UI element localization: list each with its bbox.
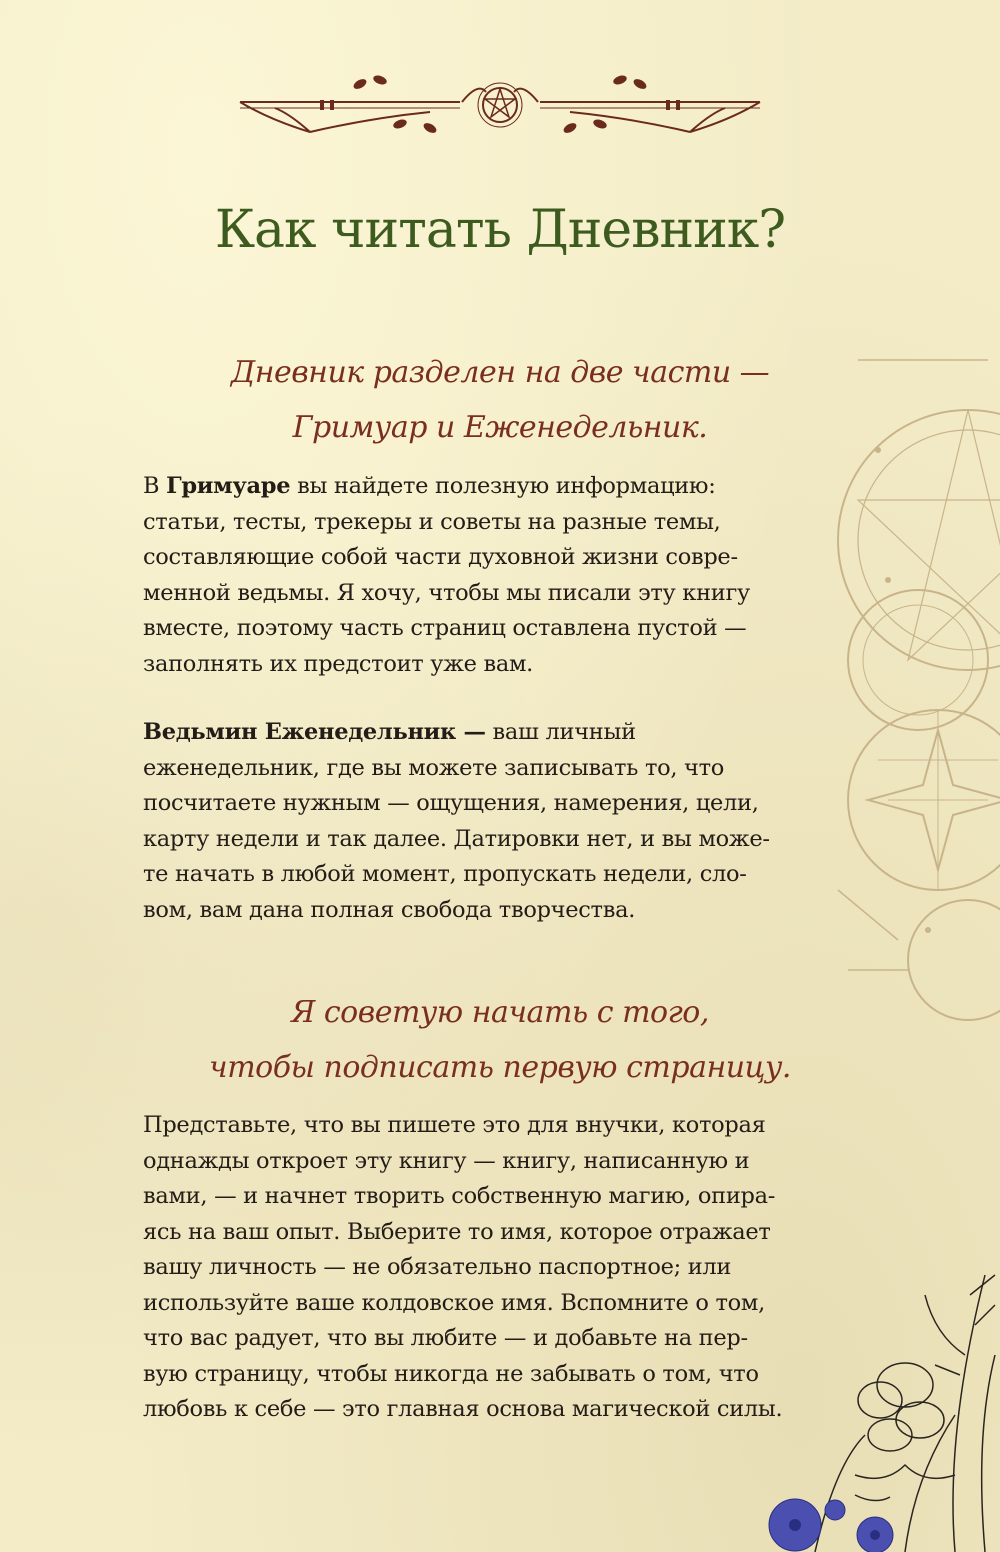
- weekly-term: Ведьмин Еженедельник —: [143, 719, 486, 745]
- weekly-paragraph-line: те начать в любой момент, пропускать недели, сло-: [143, 861, 747, 887]
- pentagram-ornament-icon: [230, 62, 770, 152]
- weekly-line-1-rest: ваш личный: [485, 719, 636, 745]
- page-title: Как читать Дневник?: [214, 200, 786, 260]
- weekly-paragraph-line-1: [143, 715, 823, 751]
- grimoire-term: Гримуаре: [166, 473, 291, 499]
- signing-paragraph-line: вами, — и начнет творить собственную магию, опира-: [143, 1183, 776, 1209]
- advice-script-quote: [150, 985, 850, 1095]
- grimoire-prefix: В: [143, 473, 167, 499]
- grimoire-paragraph: [143, 469, 823, 682]
- signing-paragraph: [143, 1108, 823, 1428]
- grimoire-line-1-rest: вы найдете полезную информацию:: [290, 473, 716, 499]
- signing-paragraph-line: ясь на ваш опыт. Выберите то имя, которое отражает: [143, 1218, 771, 1245]
- signing-paragraph-line: используйте ваше колдовское имя. Вспомните о том,: [143, 1289, 765, 1316]
- advice-script-line-1: Я советую начать с того,: [291, 995, 709, 1030]
- grimoire-paragraph-line-1: [143, 469, 823, 505]
- grimoire-paragraph-line: менной ведьмы. Я хочу, чтобы мы писали эту книгу: [143, 579, 750, 606]
- grimoire-paragraph-line: заполнять их предстоит уже вам.: [143, 650, 533, 677]
- weekly-paragraph-line: вом, вам дана полная свобода творчества.: [143, 896, 636, 923]
- grimoire-paragraph-line: вместе, поэтому часть страниц оставлена пустой —: [143, 615, 747, 641]
- grimoire-paragraph-line: статьи, тесты, трекеры и советы на разные темы,: [143, 508, 721, 535]
- intro-script-line-2: Гримуар и Еженедельник.: [292, 410, 708, 445]
- weekly-paragraph-line: карту недели и так далее. Датировки нет, и вы може-: [143, 825, 770, 852]
- signing-paragraph-line: вую страницу, чтобы никогда не забывать о том, что: [143, 1360, 759, 1387]
- advice-script-line-2: чтобы подписать первую страницу.: [209, 1050, 791, 1085]
- grimoire-paragraph-line: составляющие собой части духовной жизни совре-: [143, 544, 738, 570]
- signing-paragraph-line: Представьте, что вы пишете это для внучки, которая: [143, 1112, 766, 1138]
- weekly-paragraph-line: посчитаете нужным — ощущения, намерения, цели,: [143, 790, 759, 816]
- signing-paragraph-line: однажды откроет эту книгу — книгу, написанную и: [143, 1147, 750, 1174]
- weekly-paragraph-line: еженедельник, где вы можете записывать то, что: [143, 754, 725, 781]
- intro-script-line-1: Дневник разделен на две части —: [230, 355, 770, 390]
- signing-paragraph-line: вашу личность — не обязательно паспортное; или: [143, 1254, 732, 1280]
- weekly-paragraph: [143, 715, 823, 928]
- signing-paragraph-line: любовь к себе — это главная основа магической силы.: [143, 1396, 783, 1422]
- intro-script-quote: [150, 345, 850, 455]
- signing-paragraph-line: что вас радует, что вы любите — и добавьте на пер-: [143, 1325, 748, 1351]
